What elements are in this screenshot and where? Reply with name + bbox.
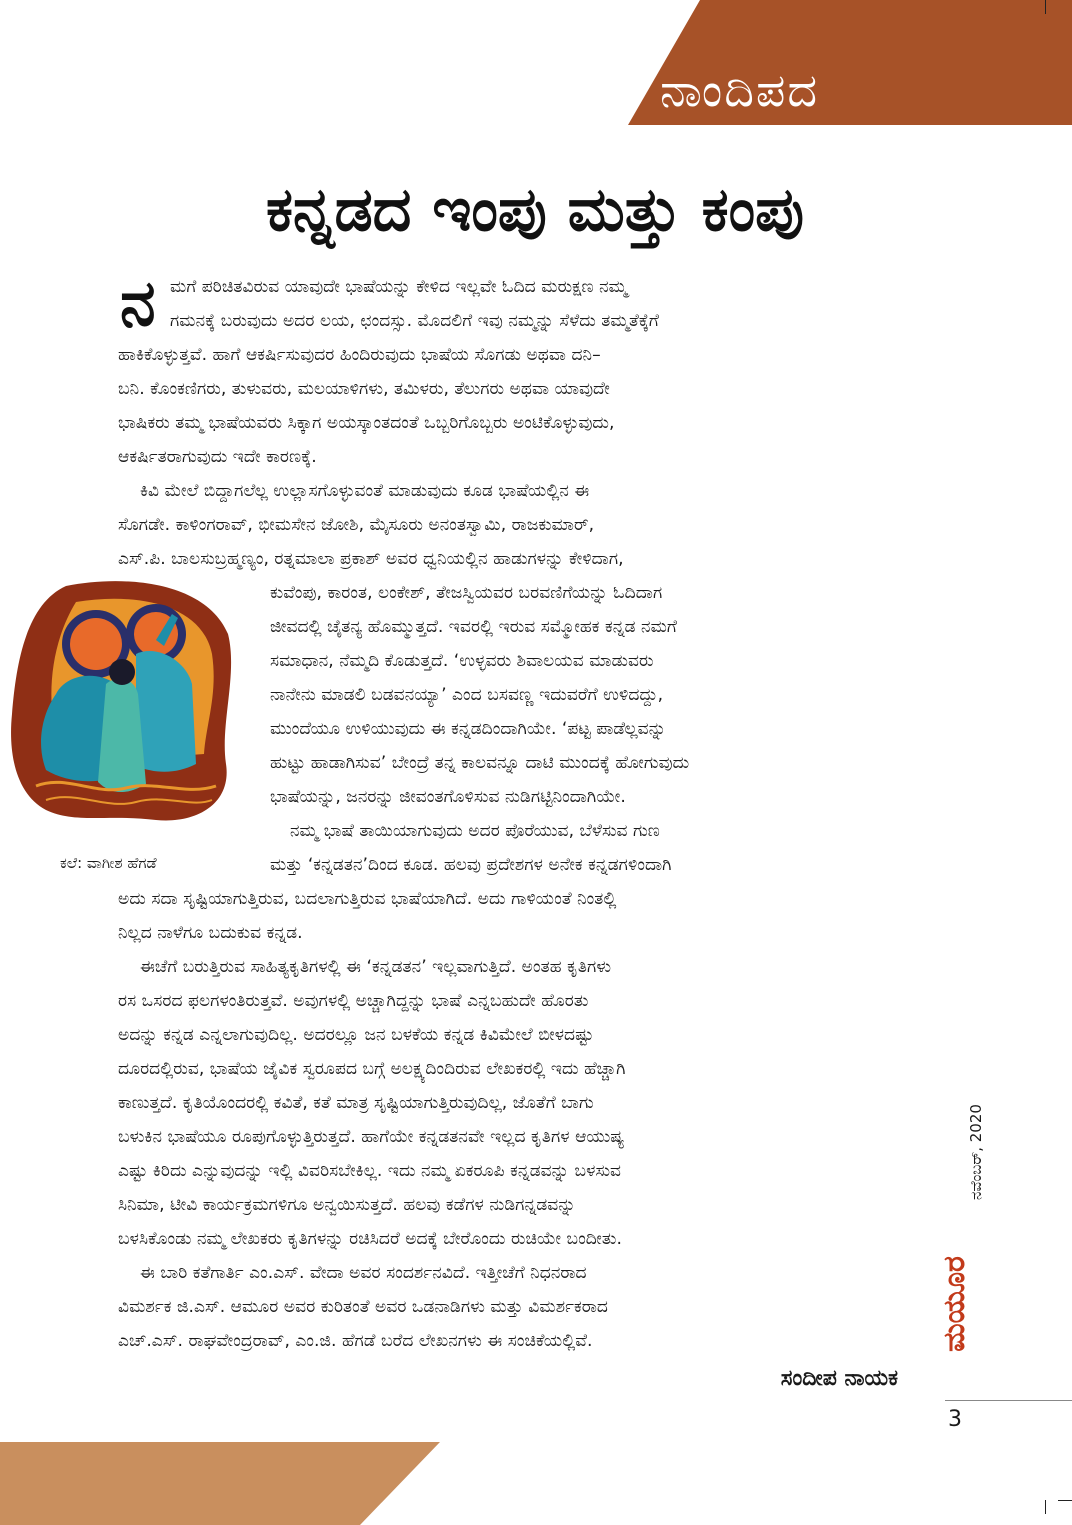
body-line: ದೂರದಲ್ಲಿರುವ, ಭಾಷೆಯ ಜೈವಿಕ ಸ್ವರೂಪದ ಬಗ್ಗೆ ಅಲಕ್ಷ್ಯದಿಂದಿರುವ ಲೇಖಕರಲ್ಲಿ ಇದು ಹೆಚ್ಚಾಗಿ — [118, 1059, 626, 1079]
body-line: ಮಗೆ ಪರಿಚಿತವಿರುವ ಯಾವುದೇ ಭಾಷೆಯನ್ನು ಕೇಳಿದ ಇಲ್ಲವೇ ಓದಿದ ಮರುಕ್ಷಣ ನಮ್ಮ — [170, 277, 628, 297]
body-line: ನಾನೇನು ಮಾಡಲಿ ಬಡವನಯ್ಯಾ’ ಎಂದ ಬಸವಣ್ಣ ಇದುವರೆಗೆ ಉಳಿದದ್ದು, — [270, 685, 664, 705]
body-line: ಎಚ್.ಎಸ್. ರಾಘವೇಂದ್ರರಾವ್, ಎಂ.ಜಿ. ಹೆಗಡೆ ಬರೆದ ಲೇಖನಗಳು ಈ ಸಂಚಿಕೆಯಲ್ಲಿವೆ. — [118, 1331, 593, 1351]
body-line: ಮುಂದೆಯೂ ಉಳಿಯುವುದು ಈ ಕನ್ನಡದಿಂದಾಗಿಯೇ. ‘ಪಟ್ಟ ಪಾಡೆಲ್ಲವನ್ನು — [270, 719, 667, 739]
body-line: ರಸ ಒಸರದ ಫಲಗಳಂತಿರುತ್ತವೆ. ಅವುಗಳಲ್ಲಿ ಅಚ್ಚಾಗಿದ್ದನ್ನು ಭಾಷೆ ಎನ್ನಬಹುದೇ ಹೊರತು — [118, 991, 589, 1011]
body-line: ಸೊಗಡೇ. ಕಾಳಿಂಗರಾವ್, ಭೀಮಸೇನ ಜೋಶಿ, ಮೈಸೂರು ಅನಂತಸ್ವಾಮಿ, ರಾಜಕುಮಾರ್, — [118, 515, 595, 535]
section-title: ನಾಂದಿಪದ — [660, 63, 820, 117]
body-line: ಬಳಸಿಕೊಂಡು ನಮ್ಮ ಲೇಖಕರು ಕೃತಿಗಳನ್ನು ರಚಿಸಿದರೆ ಅದಕ್ಕೆ ಬೇರೊಂದು ರುಚಿಯೇ ಬಂದೀತು. — [118, 1229, 622, 1249]
issue-date: ನವೆಂಬರ್, 2020 — [967, 1104, 985, 1200]
body-line: ಬನಿ. ಕೊಂಕಣಿಗರು, ತುಳುವರು, ಮಲಯಾಳಿಗಳು, ತಮಿಳರು, ತೆಲುಗರು ಅಥವಾ ಯಾವುದೇ — [118, 379, 610, 399]
body-line: ಬಳುಕಿನ ಭಾಷೆಯೂ ರೂಪುಗೊಳ್ಳುತ್ತಿರುತ್ತದೆ. ಹಾಗೆಯೇ ಕನ್ನಡತನವೇ ಇಲ್ಲದ ಕೃತಿಗಳ ಆಯುಷ್ಯ — [118, 1127, 625, 1147]
body-line: ಭಾಷೆಯನ್ನು, ಜನರನ್ನು ಜೀವಂತಗೊಳಿಸುವ ನುಡಿಗಟ್ಟಿನಿಂದಾಗಿಯೇ. — [270, 787, 626, 807]
illustration-caption: ಕಲೆ: ವಾಗೀಶ ಹೆಗಡೆ — [60, 854, 157, 872]
page-number-rule — [945, 1400, 1072, 1401]
footer-band — [0, 1442, 440, 1525]
body-line: ಕಿವಿ ಮೇಲೆ ಬಿದ್ದಾಗಲೆಲ್ಲ ಉಲ್ಲಾಸಗೊಳ್ಳುವಂತೆ ಮಾಡುವುದು ಕೂಡ ಭಾಷೆಯಲ್ಲಿನ ಈ — [140, 481, 590, 501]
body-line: ಕಾಣುತ್ತದೆ. ಕೃತಿಯೊಂದರಲ್ಲಿ ಕವಿತೆ, ಕತೆ ಮಾತ್ರ ಸೃಷ್ಟಿಯಾಗುತ್ತಿರುವುದಿಲ್ಲ, ಜೊತೆಗೆ ಬಾಗು — [118, 1093, 594, 1113]
crop-mark — [1045, 1500, 1046, 1514]
body-line: ನಿಲ್ಲದ ನಾಳೆಗೂ ಬದುಕುವ ಕನ್ನಡ. — [118, 923, 303, 943]
magazine-logo: ಮಯೂರ — [937, 1256, 972, 1352]
body-line: ಕುವೆಂಪು, ಕಾರಂತ, ಲಂಕೇಶ್, ತೇಜಸ್ವಿಯವರ ಬರವಣಿಗೆಯನ್ನು ಓದಿದಾಗ — [270, 583, 663, 603]
body-line: ಈಚೆಗೆ ಬರುತ್ತಿರುವ ಸಾಹಿತ್ಯಕೃತಿಗಳಲ್ಲಿ ಈ ‘ಕನ್ನಡತನ’ ಇಲ್ಲವಾಗುತ್ತಿದೆ. ಅಂತಹ ಕೃತಿಗಳು — [140, 957, 612, 977]
body-line: ಮತ್ತು ‘ಕನ್ನಡತನ’ದಿಂದ ಕೂಡ. ಹಲವು ಪ್ರದೇಶಗಳ ಅನೇಕ ಕನ್ನಡಗಳಿಂದಾಗಿ — [270, 855, 672, 875]
body-line: ಅದು ಸದಾ ಸೃಷ್ಟಿಯಾಗುತ್ತಿರುವ, ಬದಲಾಗುತ್ತಿರುವ ಭಾಷೆಯಾಗಿದೆ. ಅದು ಗಾಳಿಯಂತೆ ನಿಂತಲ್ಲಿ — [118, 889, 617, 909]
body-line: ಎಷ್ಟು ಕಿರಿದು ಎನ್ನುವುದನ್ನು ಇಲ್ಲಿ ವಿವರಿಸಬೇಕಿಲ್ಲ. ಇದು ನಮ್ಮ ಏಕರೂಪಿ ಕನ್ನಡವನ್ನು ಬಳಸುವ — [118, 1161, 622, 1181]
body-line: ಅದನ್ನು ಕನ್ನಡ ಎನ್ನಲಾಗುವುದಿಲ್ಲ. ಅದರಲ್ಲೂ ಜನ ಬಳಕೆಯ ಕನ್ನಡ ಕಿವಿಮೇಲೆ ಬೀಳದಷ್ಟು — [118, 1025, 594, 1045]
page-number: 3 — [948, 1407, 962, 1432]
body-line: ಸಿನಿಮಾ, ಟೀವಿ ಕಾರ್ಯಕ್ರಮಗಳಿಗೂ ಅನ್ವಯಿಸುತ್ತದೆ. ಹಲವು ಕಡೆಗಳ ನುಡಿಗನ್ನಡವನ್ನು — [118, 1195, 576, 1215]
body-line: ಸಮಾಧಾನ, ನೆಮ್ಮದಿ ಕೊಡುತ್ತದೆ. ‘ಉಳ್ಳವರು ಶಿವಾಲಯವ ಮಾಡುವರು — [270, 651, 654, 671]
body-line: ಹಾಕಿಕೊಳ್ಳುತ್ತವೆ. ಹಾಗೆ ಆಕರ್ಷಿಸುವುದರ ಹಿಂದಿರುವುದು ಭಾಷೆಯ ಸೊಗಡು ಅಥವಾ ದನಿ– — [118, 345, 601, 365]
body-line: ವಿಮರ್ಶಕ ಜಿ.ಎಸ್. ಆಮೂರ ಅವರ ಕುರಿತಂತೆ ಅವರ ಒಡನಾಡಿಗಳು ಮತ್ತು ವಿಮರ್ಶಕರಾದ — [118, 1297, 609, 1317]
body-line: ಎಸ್.ಪಿ. ಬಾಲಸುಬ್ರಹ್ಮಣ್ಯಂ, ರತ್ನಮಾಲಾ ಪ್ರಕಾಶ್ ಅವರ ಧ್ವನಿಯಲ್ಲಿನ ಹಾಡುಗಳನ್ನು ಕೇಳಿದಾಗ, — [118, 549, 624, 569]
author-name: ಸಂದೀಪ ನಾಯಕ — [780, 1366, 898, 1391]
body-line: ಆಕರ್ಷಿತರಾಗುವುದು ಇದೇ ಕಾರಣಕ್ಕೆ. — [118, 447, 317, 467]
body-line: ಜೀವದಲ್ಲಿ ಚೈತನ್ಯ ಹೊಮ್ಮುತ್ತದೆ. ಇವರಲ್ಲಿ ಇರುವ ಸಮ್ಮೋಹಕ ಕನ್ನಡ ನಮಗೆ — [270, 617, 677, 637]
body-line: ಈ ಬಾರಿ ಕತೆಗಾರ್ತಿ ಎಂ.ಎಸ್. ವೇದಾ ಅವರ ಸಂದರ್ಶನವಿದೆ. ಇತ್ತೀಚೆಗೆ ನಿಧನರಾದ — [140, 1263, 587, 1283]
dancers-illustration — [6, 574, 238, 832]
body-line: ಭಾಷಿಕರು ತಮ್ಮ ಭಾಷೆಯವರು ಸಿಕ್ಕಾಗ ಅಯಸ್ಕಾಂತದಂತೆ ಒಬ್ಬರಿಗೊಬ್ಬರು ಅಂಟಿಕೊಳ್ಳುವುದು, — [118, 413, 615, 433]
crop-mark — [1045, 0, 1046, 14]
body-line: ನಮ್ಮ ಭಾಷೆ ತಾಯಿಯಾಗುವುದು ಅದರ ಪೊರೆಯುವ, ಬೆಳೆಸುವ ಗುಣ — [290, 821, 660, 841]
article-headline: ಕನ್ನಡದ ಇಂಪು ಮತ್ತು ಕಂಪು — [266, 175, 804, 245]
drop-cap: ನ — [120, 267, 156, 341]
body-line: ಹುಟ್ಟು ಹಾಡಾಗಿಸುವ’ ಬೇಂದ್ರೆ ತನ್ನ ಕಾಲವನ್ನೂ ದಾಟಿ ಮುಂದಕ್ಕೆ ಹೋಗುವುದು — [270, 753, 690, 773]
body-line: ಗಮನಕ್ಕೆ ಬರುವುದು ಅದರ ಲಯ, ಛಂದಸ್ಸು. ಮೊದಲಿಗೆ ಇವು ನಮ್ಮನ್ನು ಸೆಳೆದು ತಮ್ಮತೆಕ್ಕೆಗೆ — [170, 311, 659, 331]
crop-mark — [1058, 1500, 1072, 1501]
